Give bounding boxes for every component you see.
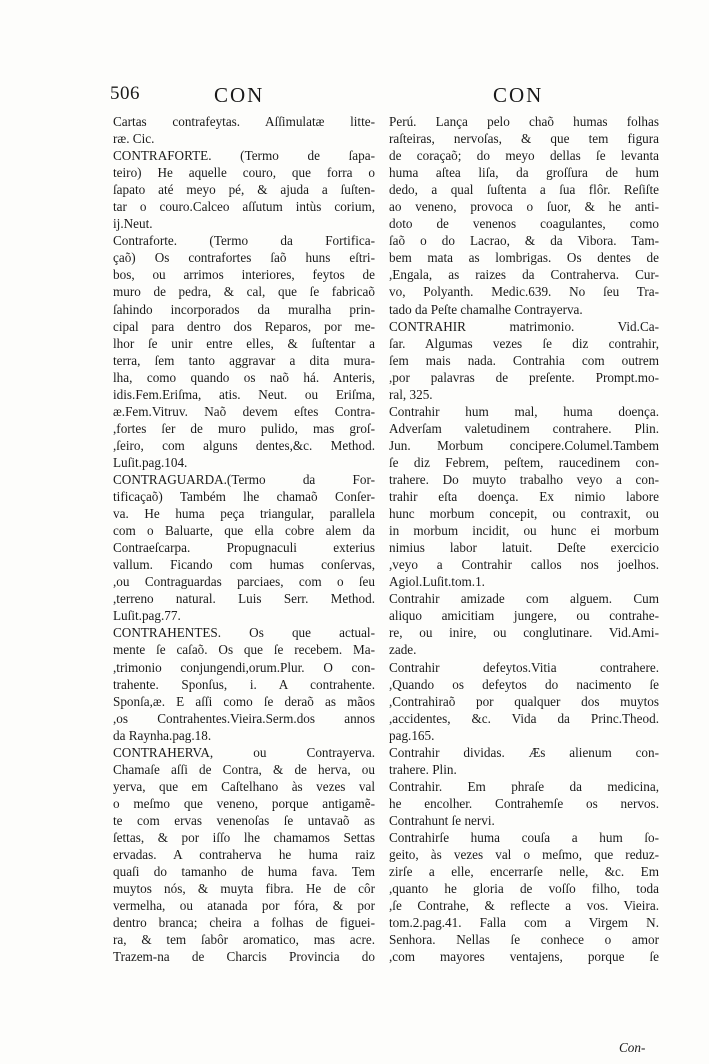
text-line: Luſit.pag.77. [113,608,181,624]
text-line: Sponſa,æ. E aſſi como ſe deraõ as mãos [113,693,375,709]
text-line: vallum. Ficando com humas conſervas, [113,557,375,573]
text-line: zirſe a elle, encerrarſe nelle, &c. Em [389,864,659,880]
text-line: bos, ou arrimos interiores, feytos de [113,267,375,283]
text-line: ,terreno natural. Luis Serr. Method. [113,591,375,607]
text-line: Adverſam valetudinem contrahere. Plin. [389,420,659,436]
text-line: ,trimonio conjungendi,orum.Plur. O con- [113,659,375,675]
text-line: trahir eſta doença. Ex nimio labore [389,489,659,505]
text-line: ,por palavras de preſente. Prompt.mo- [389,369,659,385]
text-line: Perú. Lança pelo chaõ humas folhas [389,114,659,129]
text-line: Contrahir. Em phraſe da medicina, [389,778,659,794]
text-line: ral, 325. [389,386,433,402]
text-line: ij.Neut. [113,216,153,232]
text-line: mente ſe caſaõ. Os que ſe recebem. Ma- [113,642,375,658]
text-line: Trazem-na de Charcis Provincia do [113,949,375,965]
text-line: Jun. Morbum concipere.Columel.Tambem [389,437,659,453]
text-line: bem mata as lombrigas. Os dentes de [389,250,659,266]
text-line: Contrahir defeytos.Vitia contrahere. [389,659,659,675]
text-line: ,Contrahiraõ por qualquer dos muytos [389,693,659,709]
text-line: ervadas. A contraherva he huma raiz [113,847,375,863]
text-line: æ.Fem.Vitruv. Naõ devem eſtes Contra- [113,403,375,419]
page-number: 506 [110,83,140,104]
text-line: ao veneno, provoca o ſuor, & he anti- [389,199,659,215]
text-line: ,Engala, as raizes da Contraherva. Cur- [389,267,659,283]
text-line: com o Baluarte, que ella cobre alem da [113,523,375,539]
text-line: lha, como quando os naõ há. Anteris, [113,369,375,385]
text-line: Contrahunt ſe nervi. [389,812,495,828]
text-line: yerva, que em Caſtelhano às vezes val [113,778,375,794]
text-line: lhor ſe unir entre elles, & ſuſtentar a [113,335,375,351]
text-line: Contrahir amizade com alguem. Cum [389,591,659,607]
text-line: hunc morbum concepit, ou contraxit, ou [389,506,659,522]
text-line: trahere. Do muyto trabalho veyo a con- [389,471,659,487]
text-line: ,veyo a Contrahir callos nos joelhos. [389,557,659,573]
text-line: ræ. Cic. [113,131,155,147]
text-line: ,ou Contraguardas parciaes, com o ſeu [113,574,375,590]
text-line: ſe diz Febrem, peſtem, raucedinem con- [389,454,659,470]
text-line: quaſi do tamanho de huma fava. Tem [113,864,375,880]
text-line: ,os Contrahentes.Vieira.Serm.dos annos [113,710,375,726]
text-line: ,Quando os defeytos do nacimento ſe [389,676,659,692]
text-line: huma aſtea liſa, da groſſura de hum [389,165,659,181]
text-line: ,com mayores ventajens, porque ſe [389,949,659,965]
text-line: raſteiras, nervoſas, & que tem figura [389,131,659,147]
text-line: çaõ) Os contrafortes ſaõ huns eſtri- [113,250,375,266]
left-column [113,113,375,965]
text-line: tificaçaõ) Também lhe chamaõ Conſer- [113,489,375,505]
text-line: Contraeſcarpa. Propugnaculi exterius [113,540,375,556]
text-line: aliquo amicitiam jungere, ou contrahe- [389,608,659,624]
text-line: ,ſe Contrahe, & reflecte a vos. Vieira. [389,898,659,914]
text-line: ſapato até meyo pé, & ajuda a ſuſten- [113,182,375,198]
text-line: idis.Fem.Eriſma, atis. Neut. ou Eriſma, [113,386,375,402]
text-line: CONTRAHERVA, ou Contrayerva. [113,744,375,760]
text-line: ſahindo incorporados da muralha prin- [113,301,375,317]
text-line: ra, & tem ſabôr aromatico, mas acre. [113,932,375,948]
text-line: trahere. Plin. [389,761,457,777]
text-line: tado da Peſte chamalhe Contrayerva. [389,301,583,317]
text-line: Chamaſe aſſi de Contra, & de herva, ou [113,761,375,777]
text-line: tar o couro.Calceo aſſutum intùs corium, [113,199,375,215]
text-line: ,ſeiro, com alguns dentes,&c. Method. [113,437,375,453]
text-line: Agiol.Luſit.tom.1. [389,574,485,590]
text-line: zade. [389,642,417,658]
text-line: CONTRAFORTE. (Termo de ſapa- [113,148,375,164]
text-line: trahente. Sponſus, i. A contrahente. [113,676,375,692]
text-line: he encolher. Contrahemſe os nervos. [389,795,659,811]
text-line: ſaõ o do Lacrao, & da Vibora. Tam- [389,233,659,249]
text-line: o meſmo que veneno, porque antigamẽ- [113,795,375,811]
right-column [389,113,659,965]
text-line: Contraforte. (Termo da Fortifica- [113,233,375,249]
text-line: te com ervas venenoſas ſe untavaõ as [113,812,375,828]
text-line: Contrahir hum mal, huma doença. [389,403,659,419]
text-line: dedo, a qual ſuſtenta a ſua flôr. Reſiſte [389,182,659,198]
text-line: CONTRAHENTES. Os que actual- [113,625,375,641]
running-head-right: CON [493,83,544,107]
text-line: Contrahirſe huma couſa a hum ſo- [389,829,659,845]
text-line: dentro branca; cheira a folhas de figuei- [113,915,375,931]
text-line: de coraçaõ; do meyo dellas ſe levanta [389,148,659,164]
text-line: Contrahir dividas. Æs alienum con- [389,744,659,760]
text-line: muro de pedra, & cal, que ſe fabricaõ [113,284,375,300]
text-line: vermelha, ou atanada por fóra, & por [113,898,375,914]
text-line: Senhora. Nellas ſe conhece o amor [389,932,659,948]
text-line: ſem mais nada. Contrahia com outrem [389,352,659,368]
catchword: Con- [619,1040,646,1055]
text-line: tom.2.pag.41. Falla com a Virgem N. [389,915,659,931]
text-line: muytos nós, & muyta fibra. He de côr [113,881,375,897]
text-line: in morbum incidit, ou hunc ei morbum [389,523,659,539]
text-line: da Raynha.pag.18. [113,727,212,743]
text-line: geito, às vezes val o meſmo, que reduz- [389,847,659,863]
running-head-left: CON [214,83,265,107]
text-line: terra, ſem tanto aggravar a dita mura- [113,352,375,368]
text-line: CONTRAGUARDA.(Termo da For- [113,471,375,487]
text-line: re, ou inire, ou conglutinare. Vid.Ami- [389,625,659,641]
text-line: Cartas contrafeytas. Aſſimulatæ litte- [113,114,375,129]
text-line: ,accidentes, &c. Vida da Princ.Theod. [389,710,659,726]
text-line: CONTRAHIR matrimonio. Vid.Ca- [389,318,659,334]
text-line: doto de venenos coagulantes, como [389,216,659,232]
text-line: vo, Polyanth. Medic.639. No ſeu Tra- [389,284,659,300]
text-line: ſar. Algumas vezes ſe diz contrahir, [389,335,659,351]
text-line: teiro) He aquelle couro, que forra o [113,165,375,181]
text-line: ,quanto he gloria de voſſo filho, toda [389,881,659,897]
text-line: ,fortes ſer de muro pulido, mas groſ- [113,420,375,436]
text-line: ſettas, & por iſſo lhe chamamos Settas [113,829,375,845]
text-line: cipal para dentro dos Reparos, por me- [113,318,375,334]
text-line: pag.165. [389,727,435,743]
text-line: va. He huma peça triangular, parallela [113,506,375,522]
text-line: nimius labor latuit. Deſte exercicio [389,540,659,556]
text-line: Luſit.pag.104. [113,454,188,470]
